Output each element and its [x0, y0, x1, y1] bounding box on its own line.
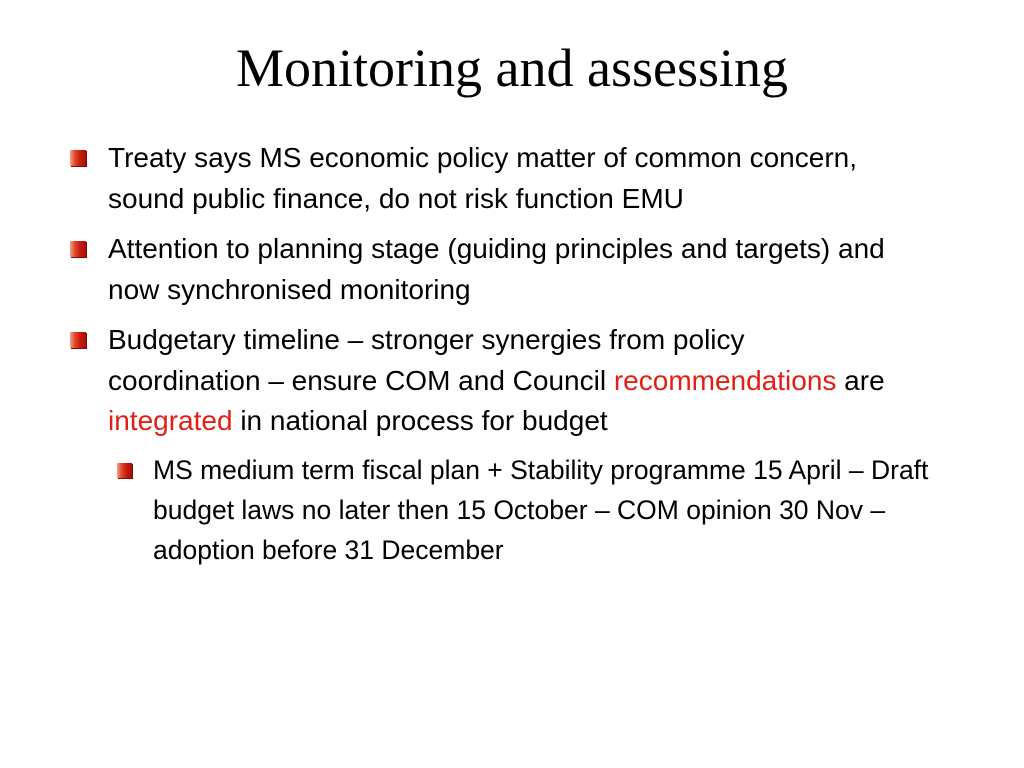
- highlight-integrated: integrated: [108, 405, 233, 436]
- bullet-text: Attention to planning stage (guiding principles and targets) and now synchronised monitoring: [108, 233, 885, 305]
- square-bullet-icon: [117, 463, 132, 478]
- bullet-text-part: are: [836, 364, 885, 396]
- bullet-text-part: Budgetary timeline – stronger synergies from policy coordination – ensure COM and Council: [108, 324, 745, 396]
- highlight-recommendations: recommendations: [613, 364, 837, 396]
- slide-title: Monitoring and assessing: [236, 38, 788, 98]
- square-bullet-icon: [70, 150, 86, 166]
- bullet-text-part: in national process for budget: [232, 405, 608, 436]
- square-bullet-icon: [70, 332, 86, 348]
- bullet-item-treaty: [70, 138, 898, 219]
- bullet-list: [70, 138, 970, 580]
- bullet-item-budgetary-timeline: [70, 320, 898, 442]
- sub-bullet-item-timeline-dates: [117, 450, 933, 570]
- bullet-item-planning: [70, 229, 898, 310]
- sub-bullet-text: MS medium term fiscal plan + Stability programme 15 April – Draft budget laws no later then 15 October – COM opinion 30 Nov – adoption before 31 December: [153, 454, 929, 565]
- bullet-text: Treaty says MS economic policy matter of common concern, sound public finance, do not risk function EMU: [108, 142, 857, 214]
- square-bullet-icon: [70, 241, 86, 257]
